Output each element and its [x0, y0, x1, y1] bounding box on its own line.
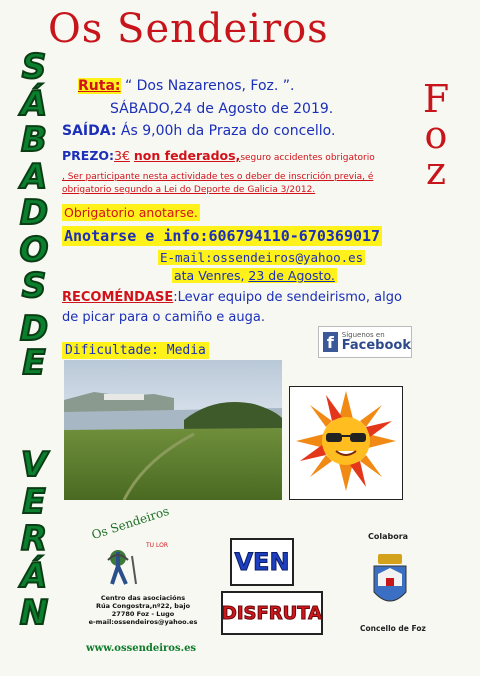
deadline-line: [172, 268, 337, 283]
club-logo: [88, 503, 178, 588]
club-logo-sub: TU LOR: [146, 542, 168, 549]
coat-of-arms-icon: [370, 552, 410, 616]
side-letter: E: [22, 482, 46, 522]
recomendase-line-2: de picar para o camiño e auga.: [62, 310, 265, 325]
side-letter: Á: [20, 556, 48, 596]
ruta-label: Ruta:: [78, 78, 121, 94]
side-word-de: [4, 309, 64, 383]
ven-text: VEN: [234, 548, 290, 576]
prezo-label: PREZO:: [62, 148, 115, 163]
address-line: 27780 Foz - Lugo: [111, 610, 175, 619]
ven-box: [230, 538, 294, 586]
sun-illustration: [289, 386, 403, 500]
foz-letter: o: [424, 113, 448, 157]
foz-letter: z: [425, 149, 447, 193]
colabora-label: Colabora: [368, 532, 409, 541]
side-letter: S: [21, 47, 47, 87]
prezo-price: 3€: [114, 148, 130, 163]
concello-label: Concello de Foz: [360, 624, 426, 633]
ruta-text: “ Dos Nazarenos, Foz. ”.: [124, 78, 295, 94]
deadline-date: 23 de Agosto.: [248, 268, 335, 283]
prezo-rest: seguro accidentes obrigatorio: [240, 153, 375, 163]
prezo-non-federados: non federados,: [133, 148, 241, 163]
side-word-sabados: [4, 47, 64, 306]
side-letter: R: [20, 519, 48, 559]
side-letter: D: [19, 193, 49, 233]
sun-icon: [290, 387, 402, 499]
dificultade-label: Dificultade: Media: [62, 342, 209, 359]
side-letter: N: [19, 593, 49, 633]
obrigatorio-anotarse: Obrigatorio anotarse.: [64, 205, 198, 220]
side-letter: A: [20, 156, 48, 197]
facebook-badge[interactable]: [318, 326, 412, 358]
recomendase-text: :Levar equipo de sendeirismo, algo: [173, 290, 402, 305]
poster-title: Os Sendeiros: [48, 6, 329, 52]
coat-of-arms: [370, 552, 410, 616]
club-address: [78, 594, 208, 627]
recomendase-label: RECOMÉNDASE: [62, 290, 174, 305]
foz-vertical: [416, 77, 456, 193]
side-letter: D: [19, 309, 49, 349]
address-line: Centro das asociacións: [100, 594, 186, 602]
side-word-veran: [4, 445, 64, 633]
notice-line-2: obrigatorio segundo a Lei do Deporte de Galicia 3/2012.: [62, 185, 316, 195]
prezo-line: [62, 148, 375, 163]
facebook-big-label: Facebook: [341, 338, 411, 353]
saida-line: [62, 123, 335, 139]
landscape-photo-graphic: [64, 360, 282, 500]
foz-letter: F: [422, 77, 450, 121]
facebook-small-label: Síguenos en: [341, 331, 385, 339]
facebook-text: [342, 332, 411, 352]
notice-line-1: , Ser participante nesta actividade tes o deber de inscrición previa, é: [62, 172, 374, 182]
date-line: SÁBADO,24 de Agosto de 2019.: [110, 101, 334, 117]
side-letter: E: [22, 343, 46, 383]
club-logo-text: Os Sendeiros: [89, 503, 171, 543]
disfruta-text: DISFRUTA: [221, 602, 323, 624]
address-line: Rúa Congostra,nº22, bajo: [95, 602, 191, 611]
side-letter: B: [21, 120, 47, 160]
side-letter: O: [19, 229, 49, 270]
saida-label: SAÍDA:: [62, 123, 117, 139]
anotarse-info: Anotarse e info:606794110-670369017: [64, 227, 381, 245]
recomendase-line-1: [62, 290, 402, 305]
facebook-icon: f: [323, 332, 338, 352]
deadline-pre: ata Venres,: [174, 268, 245, 283]
landscape-photo: [64, 360, 282, 500]
saida-text: Ás 9,00h da Praza do concello.: [120, 123, 336, 139]
disfruta-box: [221, 591, 323, 635]
address-line: e-mail:ossendeiros@yahoo.es: [88, 618, 198, 627]
email-line: E-mail:ossendeiros@yahoo.es: [160, 250, 364, 265]
side-letter: V: [20, 445, 48, 485]
side-letter: Á: [20, 83, 48, 124]
website-link[interactable]: www.ossendeiros.es: [86, 643, 197, 654]
ruta-line: [78, 78, 295, 94]
side-letter: S: [21, 266, 47, 306]
